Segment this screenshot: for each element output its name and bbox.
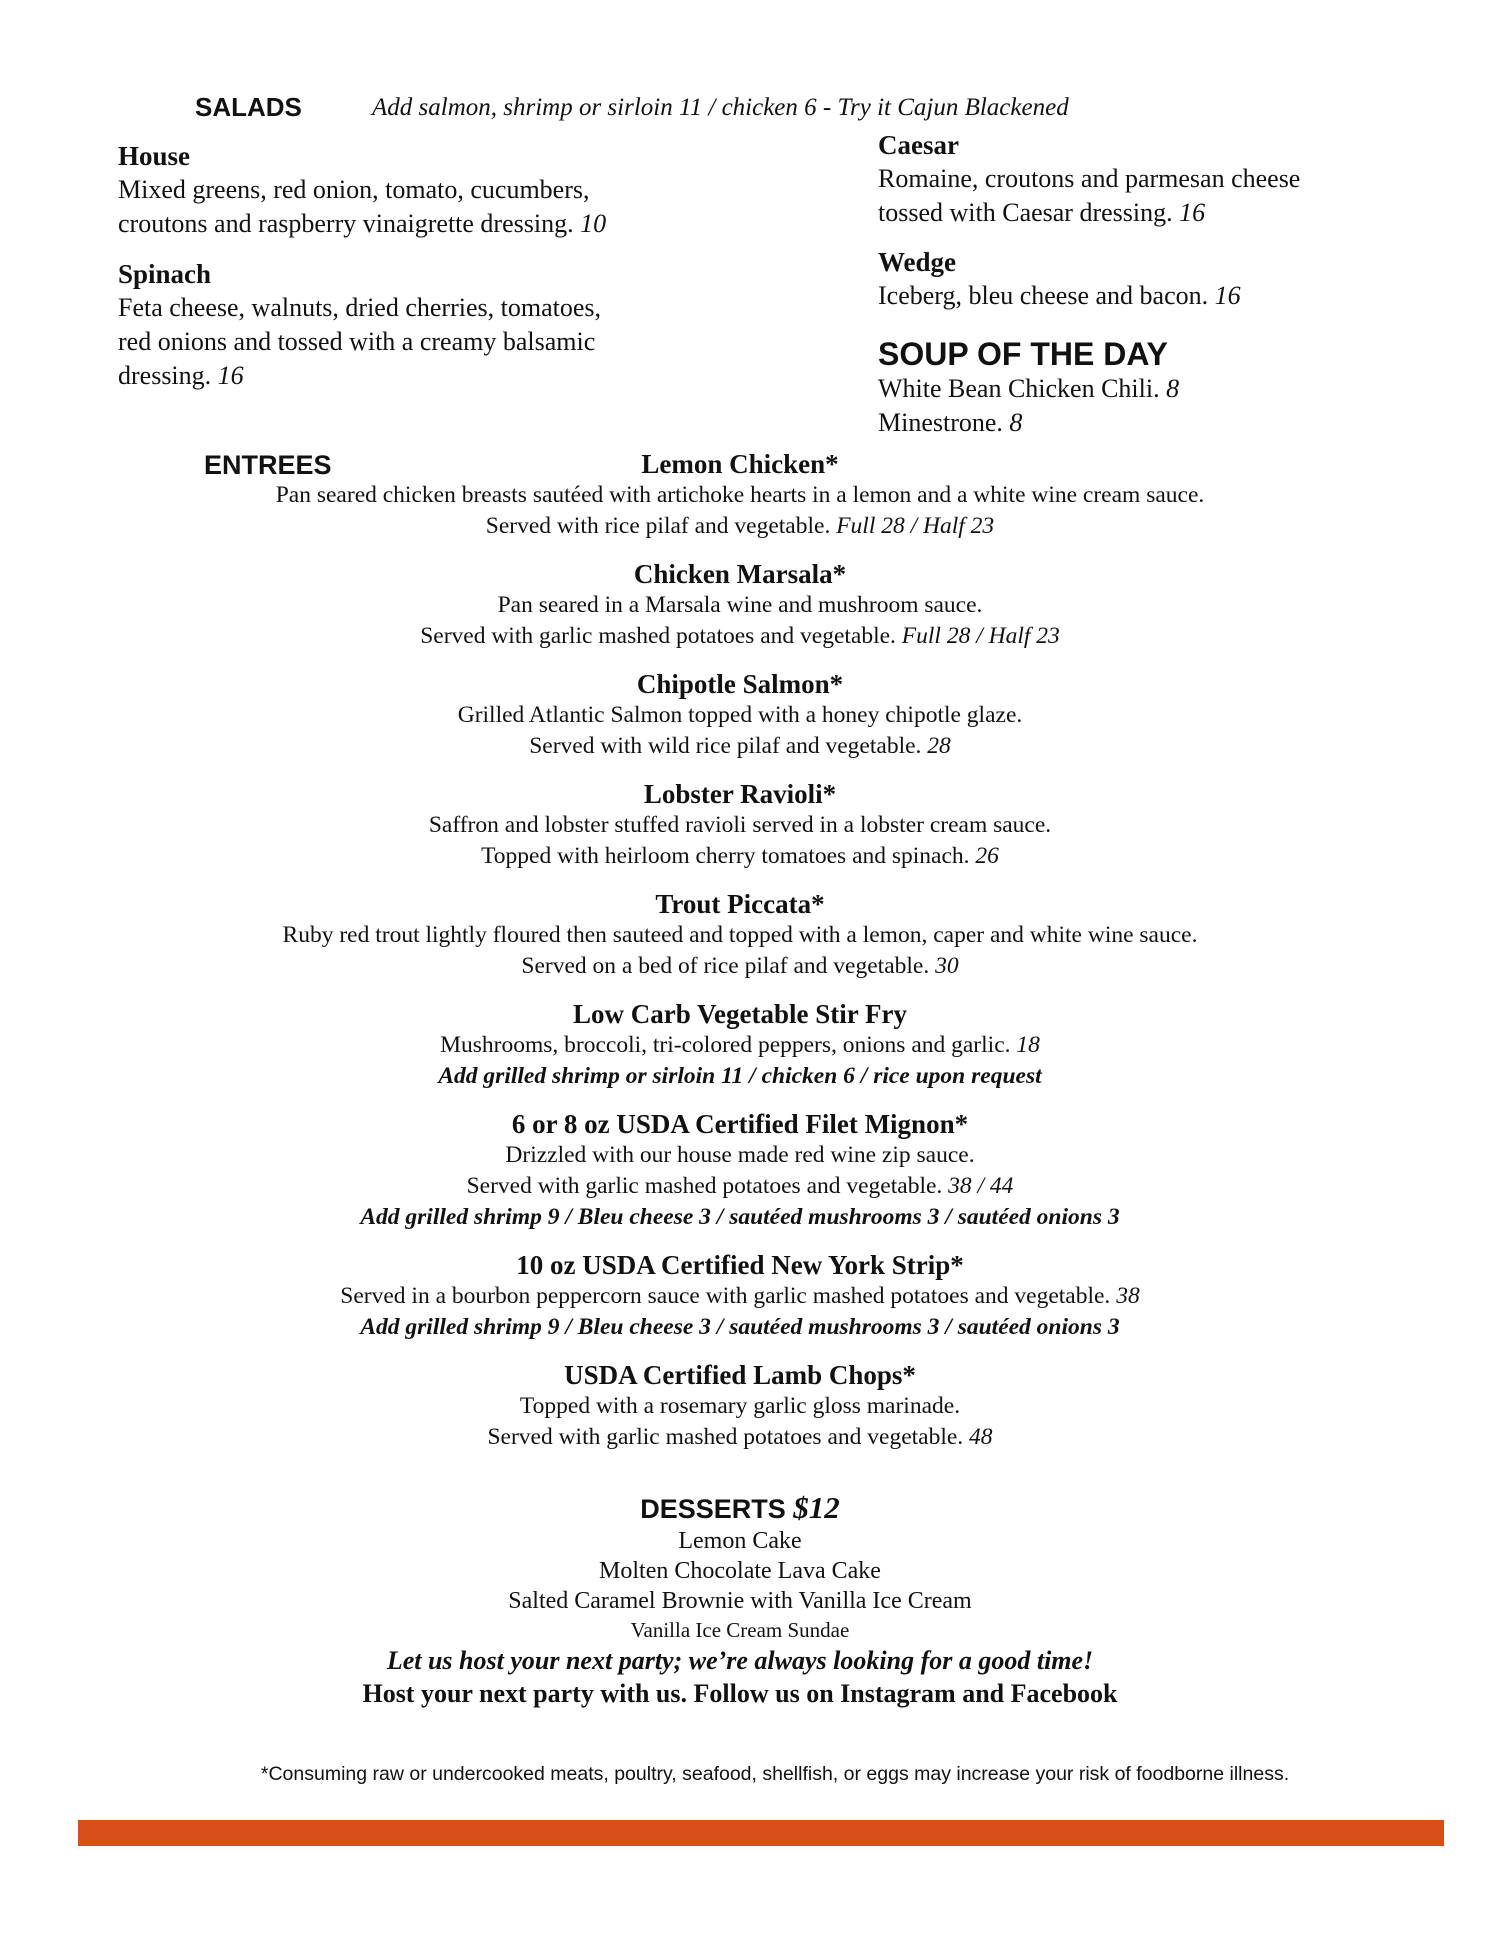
salad-desc-line: dressing. 16 xyxy=(118,361,244,390)
entree-desc-line: Drizzled with our house made red wine zip sauce. xyxy=(505,1142,975,1168)
entree-item xyxy=(150,1249,1330,1343)
salad-name: Spinach xyxy=(118,259,212,289)
entree-desc-line: Pan seared in a Marsala wine and mushroom sauce. xyxy=(497,592,983,618)
entree-desc-line: Topped with a rosemary garlic gloss marinade. xyxy=(519,1393,961,1419)
salads-heading: SALADS xyxy=(195,92,302,122)
promo-line: Let us host your next party; we’re always looking for a good time! xyxy=(386,1646,1094,1675)
entree-item xyxy=(150,888,1330,982)
entree-name: 6 or 8 oz USDA Certified Filet Mignon* xyxy=(511,1109,969,1139)
entree-desc-line: Served in a bourbon peppercorn sauce with garlic mashed potatoes and vegetable. 38 xyxy=(340,1283,1140,1309)
entree-desc-line: Mushrooms, broccoli, tri-colored peppers, onions and garlic. 18 xyxy=(440,1032,1040,1058)
entree-name: Chicken Marsala* xyxy=(633,559,847,589)
entree-name: Lemon Chicken* xyxy=(641,449,839,479)
salad-item-caesar xyxy=(878,128,1438,230)
salad-item-house xyxy=(118,139,718,241)
entree-item xyxy=(150,668,1330,762)
soup-heading: SOUP OF THE DAY xyxy=(878,336,1168,372)
dessert-item: Lemon Cake xyxy=(678,1528,802,1554)
price: 18 xyxy=(1016,1032,1040,1058)
salad-desc-line: Mixed greens, red onion, tomato, cucumbers, xyxy=(118,175,590,204)
entree-desc-line: Grilled Atlantic Salmon topped with a honey chipotle glaze. xyxy=(457,702,1023,728)
entree-desc-line: Served with garlic mashed potatoes and vegetable. Full 28 / Half 23 xyxy=(420,623,1060,649)
price: 38 / 44 xyxy=(948,1173,1014,1199)
entree-desc-line: Topped with heirloom cherry tomatoes and spinach. 26 xyxy=(481,843,999,869)
entree-desc-line: Served with garlic mashed potatoes and vegetable. 38 / 44 xyxy=(466,1173,1014,1199)
entree-name: 10 oz USDA Certified New York Strip* xyxy=(516,1250,964,1280)
salad-name: Caesar xyxy=(878,130,959,160)
entree-name: Trout Piccata* xyxy=(655,889,825,919)
entree-name: Chipotle Salmon* xyxy=(636,669,844,699)
dessert-item: Vanilla Ice Cream Sundae xyxy=(630,1618,850,1642)
salad-desc-line: croutons and raspberry vinaigrette dressing. 10 xyxy=(118,209,607,238)
entree-item xyxy=(150,1359,1330,1453)
entree-item xyxy=(150,998,1330,1092)
price: 16 xyxy=(217,361,244,390)
price: 38 xyxy=(1116,1283,1140,1309)
entrees-heading: ENTREES xyxy=(204,450,332,480)
entree-item xyxy=(150,558,1330,652)
price: 10 xyxy=(580,209,607,238)
entree-desc-line: Saffron and lobster stuffed ravioli served in a lobster cream sauce. xyxy=(428,812,1052,838)
entrees-list xyxy=(150,448,1330,1469)
soup-item: Minestrone. 8 xyxy=(878,408,1023,437)
entree-name: USDA Certified Lamb Chops* xyxy=(564,1360,916,1390)
entree-desc-line: Ruby red trout lightly floured then sauteed and topped with a lemon, caper and white wine sauce. xyxy=(282,922,1198,948)
entree-desc-line: Served with garlic mashed potatoes and vegetable. 48 xyxy=(487,1424,993,1450)
desserts-title: DESSERTS xyxy=(640,1494,786,1524)
salads-addon-note: Add salmon, shrimp or sirloin 11 / chicken 6 - Try it Cajun Blackened xyxy=(372,94,1069,121)
price: 28 xyxy=(927,733,951,759)
price: 30 xyxy=(935,953,959,979)
price: Full 28 / Half 23 xyxy=(901,623,1060,649)
salad-name: Wedge xyxy=(878,247,956,277)
salad-item-spinach xyxy=(118,257,718,393)
desserts-price: $12 xyxy=(793,1490,840,1525)
price: 16 xyxy=(1179,198,1206,227)
dessert-item: Salted Caramel Brownie with Vanilla Ice Cream xyxy=(508,1588,972,1614)
price: Full 28 / Half 23 xyxy=(836,513,995,539)
entree-desc-line: Served with wild rice pilaf and vegetable. 28 xyxy=(529,733,951,759)
price: 8 xyxy=(1166,374,1180,403)
salad-desc-line: Feta cheese, walnuts, dried cherries, tomatoes, xyxy=(118,293,601,322)
salad-desc-line: Romaine, croutons and parmesan cheese xyxy=(878,164,1301,193)
entree-desc-line: Served with rice pilaf and vegetable. Full 28 / Half 23 xyxy=(485,513,995,539)
entree-desc-line: Pan seared chicken breasts sautéed with artichoke hearts in a lemon and a white wine cream sauce. xyxy=(275,482,1205,508)
salad-desc-line: Iceberg, bleu cheese and bacon. 16 xyxy=(878,281,1241,310)
salad-item-wedge xyxy=(878,245,1438,313)
promo-line: Host your next party with us. Follow us on Instagram and Facebook xyxy=(362,1679,1118,1708)
dessert-item: Molten Chocolate Lava Cake xyxy=(599,1558,881,1584)
salad-name: House xyxy=(118,141,191,171)
entree-name: Lobster Ravioli* xyxy=(643,779,837,809)
foodborne-disclaimer: *Consuming raw or undercooked meats, poultry, seafood, shellfish, or eggs may increase your risk of foodborne illness. xyxy=(260,1763,1290,1785)
entree-addon-line: Add grilled shrimp 9 / Bleu cheese 3 / sautéed mushrooms 3 / sautéed onions 3 xyxy=(360,1314,1120,1340)
entree-item xyxy=(150,778,1330,872)
soup-item: White Bean Chicken Chili. 8 xyxy=(878,374,1180,403)
footer-accent-bar xyxy=(78,1820,1444,1846)
entree-item xyxy=(150,1108,1330,1233)
entree-desc-line: Served on a bed of rice pilaf and vegetable. 30 xyxy=(521,953,959,979)
salad-desc-line: red onions and tossed with a creamy balsamic xyxy=(118,327,596,356)
entree-addon-line: Add grilled shrimp or sirloin 11 / chicken 6 / rice upon request xyxy=(438,1063,1042,1089)
salad-desc-line: tossed with Caesar dressing. 16 xyxy=(878,198,1206,227)
entree-item xyxy=(150,448,1330,542)
desserts-section xyxy=(150,1491,1330,1710)
soup-section xyxy=(878,336,1438,440)
price: 26 xyxy=(975,843,999,869)
price: 8 xyxy=(1009,408,1023,437)
entree-addon-line: Add grilled shrimp 9 / Bleu cheese 3 / sautéed mushrooms 3 / sautéed onions 3 xyxy=(360,1204,1120,1230)
desserts-heading xyxy=(150,1491,1330,1526)
entree-name: Low Carb Vegetable Stir Fry xyxy=(573,999,907,1029)
price: 48 xyxy=(969,1424,993,1450)
price: 16 xyxy=(1214,281,1241,310)
